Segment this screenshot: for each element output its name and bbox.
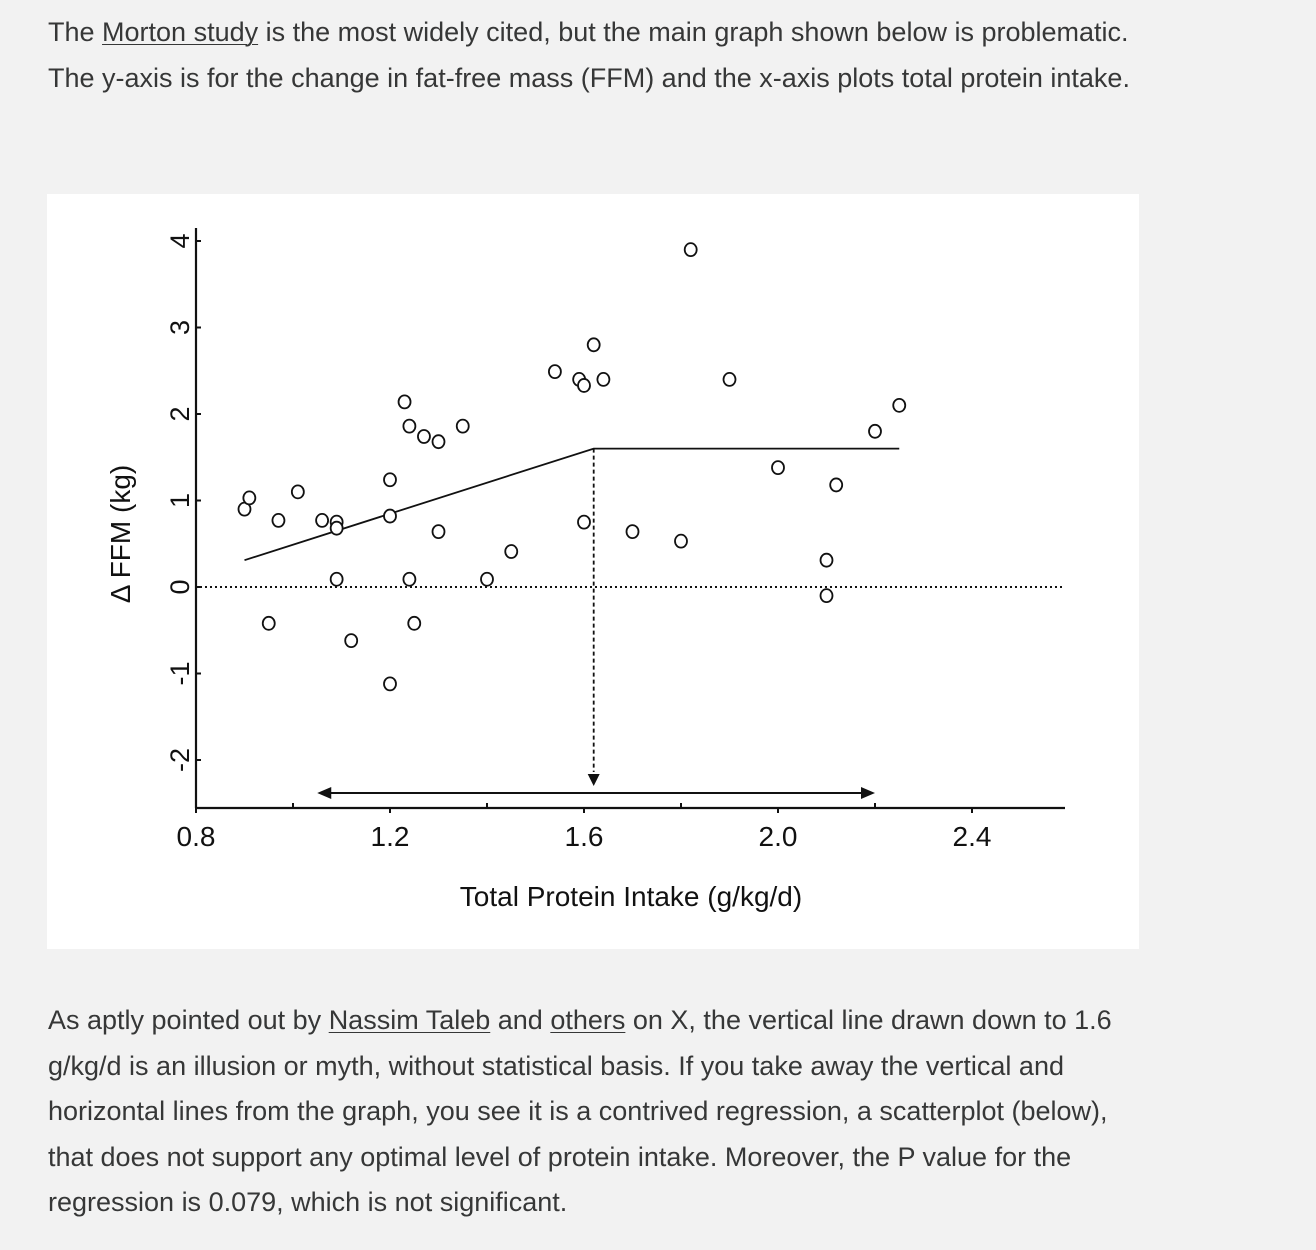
regression-fit-line xyxy=(245,449,900,561)
y-tick-label: 2 xyxy=(165,406,195,422)
scatter-point xyxy=(384,510,396,523)
paragraph-analysis xyxy=(48,998,1138,1226)
paragraph-text: The xyxy=(48,17,103,47)
scatter-point xyxy=(821,554,833,567)
scatter-point xyxy=(331,522,343,535)
range-arrow-right-head xyxy=(861,787,875,799)
x-tick-label: 1.2 xyxy=(370,821,410,852)
scatter-point xyxy=(384,473,396,486)
range-arrow-left-head xyxy=(317,787,331,799)
x-tick-label: 2.4 xyxy=(952,821,992,852)
scatter-point xyxy=(505,545,517,558)
nassim-taleb-link[interactable]: Nassim Taleb xyxy=(328,1005,491,1035)
y-tick-label: 4 xyxy=(165,233,195,249)
scatter-chart xyxy=(47,194,1139,949)
scatter-point xyxy=(408,617,420,630)
scatter-point xyxy=(724,373,736,386)
scatter-point xyxy=(578,516,590,529)
scatter-point xyxy=(433,435,445,448)
morton-study-link[interactable]: Morton study xyxy=(102,17,259,47)
paragraph-text: on X, the vertical line drawn down to 1.6 g/kg/d is an illusion or myth, without statistical basis. If you take away the vertical and horizontal lines from the graph, you see it is a contrived regression, a scatterplot (below), that does not support any optimal level of protein intake. Moreover, the P value for the regression is 0.079, which is not significant. xyxy=(48,1005,1112,1217)
scatter-point xyxy=(869,425,881,438)
scatter-point xyxy=(433,525,445,538)
scatter-point xyxy=(588,338,600,351)
scatter-point xyxy=(597,373,609,386)
scatter-point xyxy=(675,535,687,548)
scatter-point xyxy=(384,677,396,690)
scatter-point xyxy=(399,395,411,408)
y-tick-label: -2 xyxy=(165,747,195,773)
scatter-point xyxy=(345,634,357,647)
scatter-point xyxy=(418,430,430,443)
y-tick-label: -1 xyxy=(165,661,195,686)
scatter-point xyxy=(243,491,255,504)
scatter-point xyxy=(292,485,304,498)
scatter-point xyxy=(893,399,905,412)
scatter-point xyxy=(830,478,842,491)
scatter-point xyxy=(481,573,493,586)
paragraph-intro xyxy=(48,10,1138,101)
x-tick-label: 0.8 xyxy=(176,821,216,852)
x-axis-label: Total Protein Intake (g/kg/d) xyxy=(459,881,803,912)
y-tick-label: 3 xyxy=(165,319,195,336)
x-tick-label: 1.6 xyxy=(564,821,604,852)
breakpoint-arrowhead xyxy=(588,774,600,786)
scatter-point xyxy=(821,589,833,602)
scatter-point xyxy=(627,525,639,538)
scatter-point xyxy=(263,617,275,630)
scatter-point xyxy=(272,514,284,527)
chart-figure xyxy=(47,194,1139,949)
y-tick-label: 0 xyxy=(165,579,195,595)
scatter-point xyxy=(685,243,697,256)
paragraph-text: As aptly pointed out by xyxy=(48,1005,329,1035)
y-axis-label: Δ FFM (kg) xyxy=(105,464,136,604)
scatter-point xyxy=(316,514,328,527)
paragraph-text: is the most widely cited, but the main graph shown below is problematic. The y-axis is for the change in fat-free mass (FFM) and the x-axis plots total protein intake. xyxy=(48,17,1130,93)
scatter-point xyxy=(403,573,415,586)
paragraph-text: and xyxy=(490,1005,551,1035)
x-tick-label: 2.0 xyxy=(758,821,798,852)
y-tick-label: 1 xyxy=(165,492,195,509)
scatter-point xyxy=(403,420,415,433)
scatter-point xyxy=(457,420,469,433)
scatter-point xyxy=(772,461,784,474)
scatter-point xyxy=(331,573,343,586)
others-link[interactable]: others xyxy=(550,1005,626,1035)
scatter-point xyxy=(578,379,590,392)
scatter-point xyxy=(549,365,561,378)
